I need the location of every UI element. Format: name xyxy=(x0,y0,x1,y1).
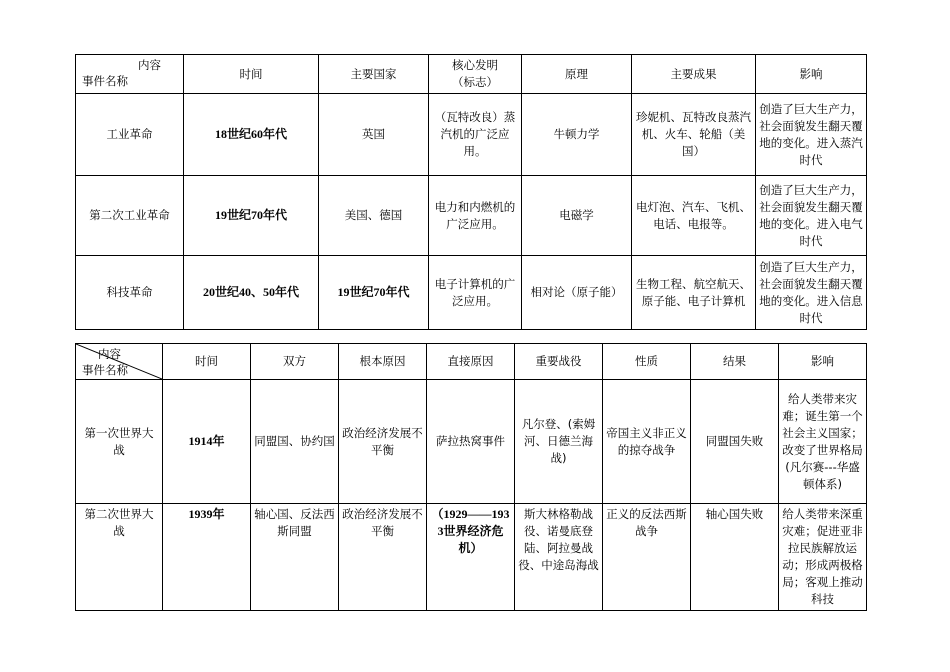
table2-header-cell: 时间 xyxy=(163,344,251,380)
industrial-revolution-table xyxy=(75,54,867,330)
table-cell: 牛顿力学 xyxy=(522,94,632,176)
table-cell: 正义的反法西斯战争 xyxy=(603,504,691,611)
table-cell: 斯大林格勒战役、诺曼底登陆、阿拉曼战役、中途岛海战 xyxy=(515,504,603,611)
table-cell: 相对论（原子能） xyxy=(522,256,632,330)
table1-header-cell: 主要国家 xyxy=(319,55,429,94)
table-cell: 第二次世界大战 xyxy=(76,504,163,611)
table2-header-cell: 重要战役 xyxy=(515,344,603,380)
table-cell: 创造了巨大生产力，社会面貌发生翻天覆地的变化。进入电气时代 xyxy=(756,176,867,256)
table1-header-cell: 影响 xyxy=(756,55,867,94)
table2-header-cell: 根本原因 xyxy=(339,344,427,380)
table-cell: 政治经济发展不平衡 xyxy=(339,380,427,504)
table-cell: 凡尔登、(索姆河、日德兰海战) xyxy=(515,380,603,504)
table-cell: 1939年 xyxy=(163,504,251,611)
table-cell: 生物工程、航空航天、原子能、电子计算机 xyxy=(632,256,756,330)
table-cell: 创造了巨大生产力，社会面貌发生翻天覆地的变化。进入信息时代 xyxy=(756,256,867,330)
table2-corner-cell xyxy=(76,344,163,380)
table1-corner-cell xyxy=(76,55,184,94)
table-cell: 18世纪60年代 xyxy=(184,94,319,176)
table-cell: 20世纪40、50年代 xyxy=(184,256,319,330)
table-cell: 轴心国失败 xyxy=(691,504,779,611)
table-cell: 19世纪70年代 xyxy=(184,176,319,256)
table-cell: 萨拉热窝事件 xyxy=(427,380,515,504)
table-cell: （1929——1933世界经济危机） xyxy=(427,504,515,611)
table1-header-cell: 原理 xyxy=(522,55,632,94)
table-cell: 19世纪70年代 xyxy=(319,256,429,330)
table-row xyxy=(76,380,867,504)
table-cell: 帝国主义非正义的掠夺战争 xyxy=(603,380,691,504)
table-cell: 美国、德国 xyxy=(319,176,429,256)
table-cell: 1914年 xyxy=(163,380,251,504)
table-cell: 电力和内燃机的广泛应用。 xyxy=(429,176,522,256)
table-cell: （瓦特改良）蒸汽机的广泛应用。 xyxy=(429,94,522,176)
table-row xyxy=(76,94,867,176)
table-cell: 同盟国、协约国 xyxy=(251,380,339,504)
table-cell: 珍妮机、瓦特改良蒸汽机、火车、轮船（美国） xyxy=(632,94,756,176)
table-cell: 电磁学 xyxy=(522,176,632,256)
table2-corner-bottom: 事件名称 xyxy=(82,363,128,377)
table2-header-cell: 直接原因 xyxy=(427,344,515,380)
table-cell: 给人类带来灾难；诞生第一个社会主义国家；改变了世界格局(凡尔赛---华盛顿体系) xyxy=(779,380,867,504)
table2-header-cell: 性质 xyxy=(603,344,691,380)
table2-corner-top: 内容 xyxy=(98,347,121,361)
table2-header-cell: 结果 xyxy=(691,344,779,380)
table-cell: 同盟国失败 xyxy=(691,380,779,504)
table-cell: 英国 xyxy=(319,94,429,176)
table2-header-cell: 双方 xyxy=(251,344,339,380)
table1-header-cell: 时间 xyxy=(184,55,319,94)
table-row xyxy=(76,256,867,330)
table-cell: 电子计算机的广泛应用。 xyxy=(429,256,522,330)
table-cell: 政治经济发展不平衡 xyxy=(339,504,427,611)
table-cell: 第二次工业革命 xyxy=(76,176,184,256)
table-row xyxy=(76,176,867,256)
table2-header-row xyxy=(76,344,867,380)
table1-header-cell: 主要成果 xyxy=(632,55,756,94)
table-cell: 第一次世界大战 xyxy=(76,380,163,504)
world-war-table xyxy=(75,343,867,611)
table2-header-cell: 影响 xyxy=(779,344,867,380)
table-cell: 轴心国、反法西斯同盟 xyxy=(251,504,339,611)
table-cell: 科技革命 xyxy=(76,256,184,330)
table-cell: 创造了巨大生产力，社会面貌发生翻天覆地的变化。进入蒸汽时代 xyxy=(756,94,867,176)
table1-corner-top: 内容 xyxy=(138,58,161,72)
table1-header-row xyxy=(76,55,867,94)
table-cell: 给人类带来深重灾难；促进亚非拉民族解放运动；形成两极格局；客观上推动科技 xyxy=(779,504,867,611)
table-row xyxy=(76,504,867,611)
table1-corner-bottom: 事件名称 xyxy=(82,74,128,88)
table1-header-cell: 核心发明 （标志） xyxy=(429,55,522,94)
table-cell: 工业革命 xyxy=(76,94,184,176)
table-cell: 电灯泡、汽车、飞机、电话、电报等。 xyxy=(632,176,756,256)
